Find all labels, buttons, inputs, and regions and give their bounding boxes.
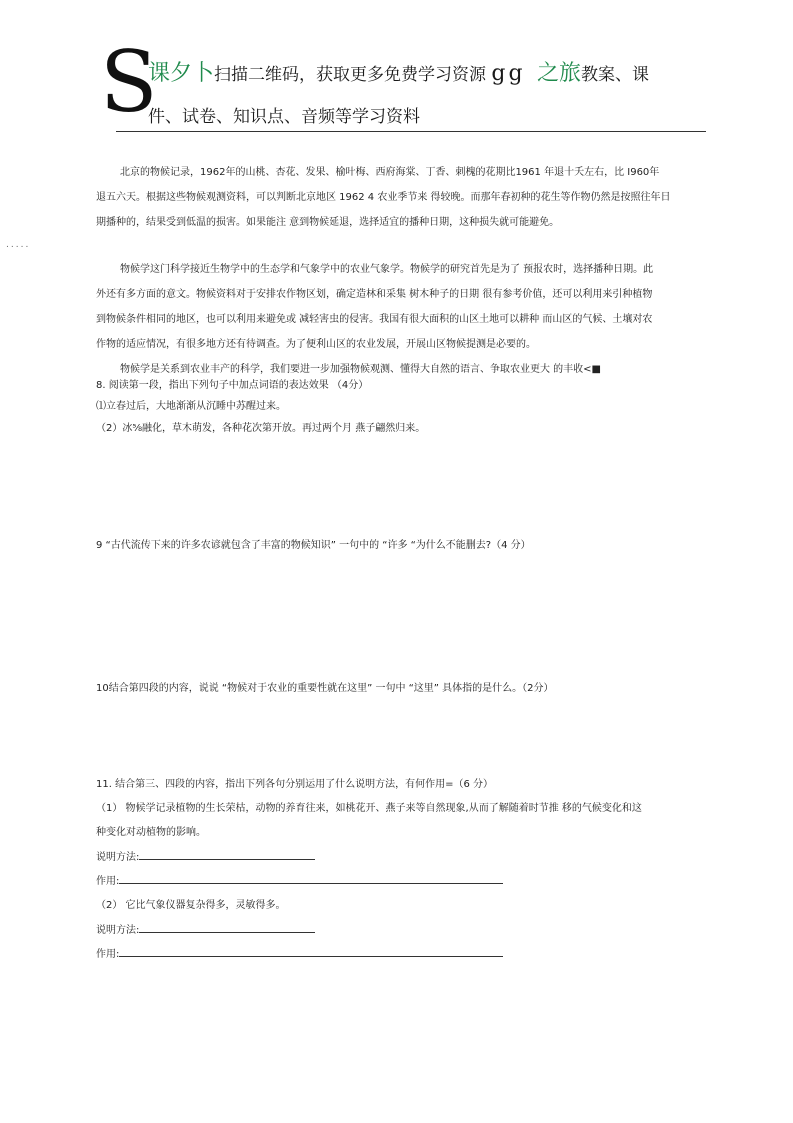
question-8: 8. 阅读第一段，指出下列句子中加点词语的表达效果 （4分） — [96, 380, 369, 391]
question-8-item-1: ⑴立春过后，大地渐渐从沉睡中苏醒过来。 — [96, 401, 286, 412]
paragraph-line: 物候学是关系到农业丰产的科学，我们要进一步加强物候观测、懂得大自然的语言、争取农业更大 的丰收<■ — [120, 364, 602, 375]
question-11-item-1-cont: 种变化对动植物的影响。 — [96, 827, 206, 838]
answer-method-row-2 — [96, 922, 315, 940]
paragraph-line: 退五六天。根据这些物候观测资料，可以判断北京地区 1962 4 农业季节来 得较晚。而那年春初种的花生等作物仍然是按照往年日 — [96, 192, 671, 203]
question-11: 11. 结合第三、四段的内容，指出下列各句分别运用了什么说明方法，有何作用=（6 分） — [96, 779, 494, 790]
header-line-1 — [148, 59, 649, 90]
paragraph-line: 外还有多方面的意文。物候资料对于安排农作物区划，确定造林和采集 树木种子的日期 很有参考价值，还可以利用来引种植物 — [96, 289, 653, 300]
method-label: 说明方法: — [96, 852, 140, 863]
paragraph-2 — [96, 257, 710, 382]
question-11-item-2: （2） 它比气象仪器复杂得多，灵敏得多。 — [96, 900, 286, 911]
effect-answer-blank[interactable] — [119, 873, 503, 884]
effect-label: 作用: — [96, 876, 120, 887]
paragraph-line: 到物候条件相同的地区，也可以利用来避免或 减轻害虫的侵害。我国有很大面积的山区土地可以耕种 而山区的气候、土壤对农 — [96, 314, 653, 325]
question-9: 9 “古代流传下来的许多农谚就包含了丰富的物候知识” 一句中的 “许多 “为什么不能删去?（4 分） — [96, 540, 531, 551]
effect-label: 作用: — [96, 949, 120, 960]
method-answer-blank[interactable] — [139, 922, 315, 933]
answer-effect-row-2 — [96, 946, 503, 964]
brand-name-b: 之旅 — [537, 61, 582, 86]
answer-effect-row-1 — [96, 873, 503, 891]
paragraph-line: 北京的物候记录，1962年的山桃、杏花、发果、榆叶梅、西府海棠、丁香、刺槐的花期比1961 年退十夭左右，比 I960年 — [120, 167, 660, 178]
question-11-item-1: （1） 物候学记录植物的生长荣枯，动物的养育往来，如桃花开、燕子来等自然现象,从而了解随着时节推 移的气候变化和这 — [96, 803, 642, 814]
question-10: 10结合第四段的内容，说说 “物候对于农业的重要性就在这里” 一句中 “这里” 具体指的是什么。（2分） — [96, 683, 554, 694]
header-promo-text: 扫描二维码，获取更多免费学习资源 — [214, 65, 487, 85]
header-divider — [116, 131, 706, 132]
method-answer-blank[interactable] — [139, 849, 315, 860]
paragraph-line: 物候学这门科学接近生物学中的生态学和气象学中的农业气象学。物候学的研究首先是为了 预报农时，选择播种日期。此 — [120, 264, 654, 275]
paragraph-line: 期播种的，结果受到低温的损害。如果能注 意到物候延退，选择适宜的播种日期，这种损失就可能避免。 — [96, 217, 560, 228]
paragraph-1 — [96, 160, 710, 235]
side-dots: ..... — [6, 240, 31, 250]
question-8-item-2: （2）冰⅝融化，草木萌发，各种花次第开放。再过两个月 燕子翩然归来。 — [96, 423, 426, 434]
method-label: 说明方法: — [96, 925, 140, 936]
effect-answer-blank[interactable] — [119, 946, 503, 957]
brand-gg: gg — [491, 61, 526, 86]
header-big-letter: S — [100, 33, 158, 131]
header-promo-text-2: 教案、课 — [581, 65, 650, 85]
answer-method-row-1 — [96, 849, 315, 867]
paragraph-line: 作物的适应情况，有很多地方还有待调查。为了便利山区的农业发展，开展山区物候提测是必要的。 — [96, 339, 536, 350]
header-line-2: 件、试卷、知识点、音频等学习资料 — [148, 107, 420, 127]
brand-name-a: 课夕卜 — [148, 61, 215, 86]
